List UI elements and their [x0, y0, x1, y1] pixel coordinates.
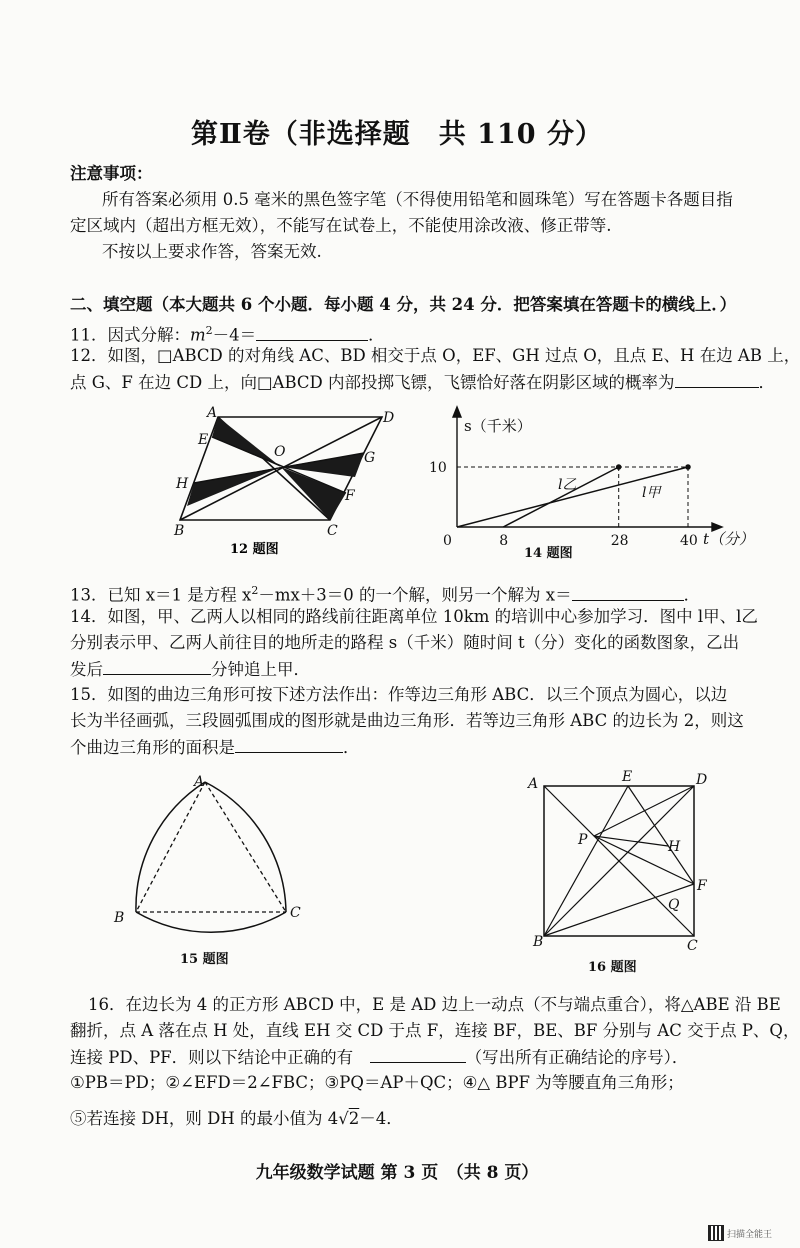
fig14-label-l-jia: l甲	[642, 485, 661, 501]
fig15-side-ab	[136, 782, 205, 912]
fig15-label-b: B	[114, 910, 125, 926]
q15-line-3: 个曲边三角形的面积是	[70, 738, 235, 757]
q12-answer-blank	[675, 371, 759, 388]
q11-end: ．	[368, 325, 385, 345]
q16-line-5c: －4．	[359, 1109, 403, 1128]
fig16-label-d: D	[696, 772, 708, 788]
fig15-arc-bc	[136, 912, 286, 932]
figure-16-square	[520, 768, 730, 978]
fig14-ylabel: s（千米）	[464, 417, 532, 435]
qr-code-icon	[709, 1226, 723, 1240]
question-13	[70, 580, 700, 607]
fig12-label-h: H	[176, 476, 189, 492]
fig14-xlabel: t（分）	[703, 530, 755, 548]
fig12-shade-left	[187, 467, 281, 506]
notice-line-3: 不按以上要求作答，答案无效.	[102, 242, 322, 261]
fig12-label-o: O	[274, 444, 286, 460]
q16-line-1: 16．在边长为 4 的正方形 ABCD 中，E 是 AD 边上一动点（不与端点重合），将△ABE 沿 BE	[88, 995, 781, 1014]
fig14-series-endpoint-yi	[617, 465, 621, 469]
q12-line-2: 点 G、F 在边 CD 上，向□ABCD 内部投掷飞镖，飞镖恰好落在阴影区域的概率为	[70, 373, 675, 392]
fig12-label-g: G	[364, 450, 376, 466]
fig16-segment-pd	[594, 786, 694, 836]
notice-line-1: 所有答案必须用 0.5 毫米的黑色签字笔（不得使用铅笔和圆珠笔）写在答题卡各题目指	[102, 190, 733, 209]
question-16-line-5	[70, 1108, 403, 1130]
watermark-text: 扫描全能王	[726, 1229, 772, 1240]
q16-line-4: ①PB＝PD；②∠EFD＝2∠FBC；③PQ＝AP＋QC；④△ BPF 为等腰直角三角形；	[70, 1073, 684, 1092]
q15-line-2: 长为半径画弧，三段圆弧围成的图形就是曲边三角形．若等边三角形 ABC 的边长为 2，则这	[70, 711, 744, 730]
fig14-xtick-label-40: 40	[680, 533, 698, 549]
fig16-segment-be	[544, 786, 628, 936]
q16-sqrt-radicand: 2	[348, 1109, 360, 1128]
fig16-label-f: F	[697, 878, 707, 894]
question-12-line-2	[70, 371, 775, 394]
fig16-label-c: C	[687, 938, 698, 954]
q11-prefix: 11．因式分解：	[70, 325, 190, 345]
fig16-caption: 16 题图	[588, 960, 637, 975]
q16-line-3a: 连接 PD、PF．则以下结论中正确的有	[70, 1048, 354, 1067]
page-footer: 九年级数学试题 第 3 页 （共 8 页）	[255, 1163, 539, 1183]
fig14-xtick-label-0: 0	[443, 533, 452, 549]
q11-answer-blank	[256, 324, 368, 341]
figure-14-chart	[420, 405, 760, 565]
q13-prefix: 13．已知 x＝1 是方程 x	[70, 585, 252, 605]
q13-middle: －mx＋3＝0 的一个解，则另一个解为 x＝	[258, 585, 572, 605]
q16-answer-blank	[370, 1046, 466, 1063]
fig16-label-b: B	[533, 934, 544, 950]
q13-answer-blank	[572, 584, 684, 601]
q16-line-2: 翻折，点 A 落在点 H 处，直线 EH 交 CD 于点 F，连接 BF，BE、BF 分别与 AC 交于点 P、Q，	[70, 1021, 800, 1040]
notice-line-2: 定区域内（超出方框无效），不能写在试卷上，不能使用涂改液、修正带等.	[70, 216, 612, 235]
fig15-label-a: A	[194, 774, 205, 790]
q12-end: ．	[758, 373, 775, 392]
figure-12-parallelogram	[160, 405, 395, 557]
fig14-label-l-yi: l乙	[558, 477, 577, 493]
q15-end: ．	[343, 738, 360, 757]
section-heading: 二、填空题（本大题共 6 个小题．每小题 4 分，共 24 分．把答案填在答题卡的横线上．）	[70, 295, 737, 314]
fig14-xtick-label-28: 28	[610, 533, 629, 549]
fig14-series-endpoint-jia	[686, 465, 690, 469]
question-11	[70, 320, 385, 347]
fig14-ytick-label: 10	[429, 460, 447, 476]
question-16-line-3	[70, 1046, 688, 1069]
fig14-y-arrow	[453, 407, 461, 417]
q15-line-1: 15．如图的曲边三角形可按下述方法作出：作等边三角形 ABC．以三个顶点为圆心，以边	[70, 685, 728, 704]
fig12-label-c: C	[327, 523, 338, 539]
q15-answer-blank	[235, 736, 343, 753]
q16-line-5a: ⑤若连接 DH，则 DH 的最小值为 4	[70, 1109, 339, 1128]
fig12-label-b: B	[174, 523, 185, 539]
fig16-segment-ef	[628, 786, 694, 884]
fig12-label-e: E	[198, 432, 209, 448]
fig12-label-f: F	[345, 488, 355, 504]
q11-exponent: 2	[205, 324, 213, 337]
q13-end: ．	[683, 585, 701, 605]
fig16-label-h: H	[668, 839, 681, 855]
scanner-watermark	[709, 1226, 772, 1240]
figure-15-reuleaux	[110, 770, 320, 970]
fig15-side-ac	[205, 782, 286, 912]
q13-exponent: 2	[251, 584, 259, 597]
fig12-shade-right	[281, 467, 346, 520]
fig12-label-d: D	[383, 410, 395, 426]
question-14-line-3	[70, 658, 310, 681]
fig16-label-a: A	[528, 776, 539, 792]
section-title: 第Ⅱ卷（非选择题 共 110 分）	[191, 119, 603, 150]
fig14-series-line-yi	[503, 467, 619, 527]
fig15-caption: 15 题图	[180, 952, 229, 967]
fig15-label-c: C	[290, 905, 301, 921]
fig14-xtick-label-8: 8	[499, 533, 509, 549]
q14-line-3b: 分钟追上甲．	[211, 660, 310, 679]
q14-line-2: 分别表示甲、乙两人前往目的地所走的路程 s（千米）随时间 t（分）变化的函数图象，乙出	[70, 633, 740, 652]
question-15-line-3	[70, 736, 360, 759]
notice-heading: 注意事项：	[70, 164, 153, 183]
fig16-label-p: P	[578, 832, 588, 848]
q16-line-3b: （写出所有正确结论的序号）．	[465, 1048, 689, 1067]
q14-line-1: 14．如图，甲、乙两人以相同的路线前往距离单位 10km 的培训中心参加学习．图中 l甲、l乙	[70, 607, 758, 626]
fig14-caption: 14 题图	[524, 546, 573, 561]
q12-line-1: 12．如图，□ABCD 的对角线 AC、BD 相交于点 O，EF、GH 过点 O，且点 E、H 在边 AB 上，	[70, 346, 800, 365]
q14-line-3a: 发后	[70, 660, 103, 679]
fig16-label-q: Q	[668, 897, 680, 913]
fig12-label-a: A	[207, 405, 218, 421]
q11-var: m	[190, 325, 206, 345]
q14-answer-blank	[103, 658, 211, 675]
q16-sqrt-sign: √	[338, 1109, 349, 1128]
q11-suffix: －4＝	[212, 325, 257, 345]
fig16-label-e: E	[622, 769, 633, 785]
fig12-caption: 12 题图	[230, 542, 279, 557]
